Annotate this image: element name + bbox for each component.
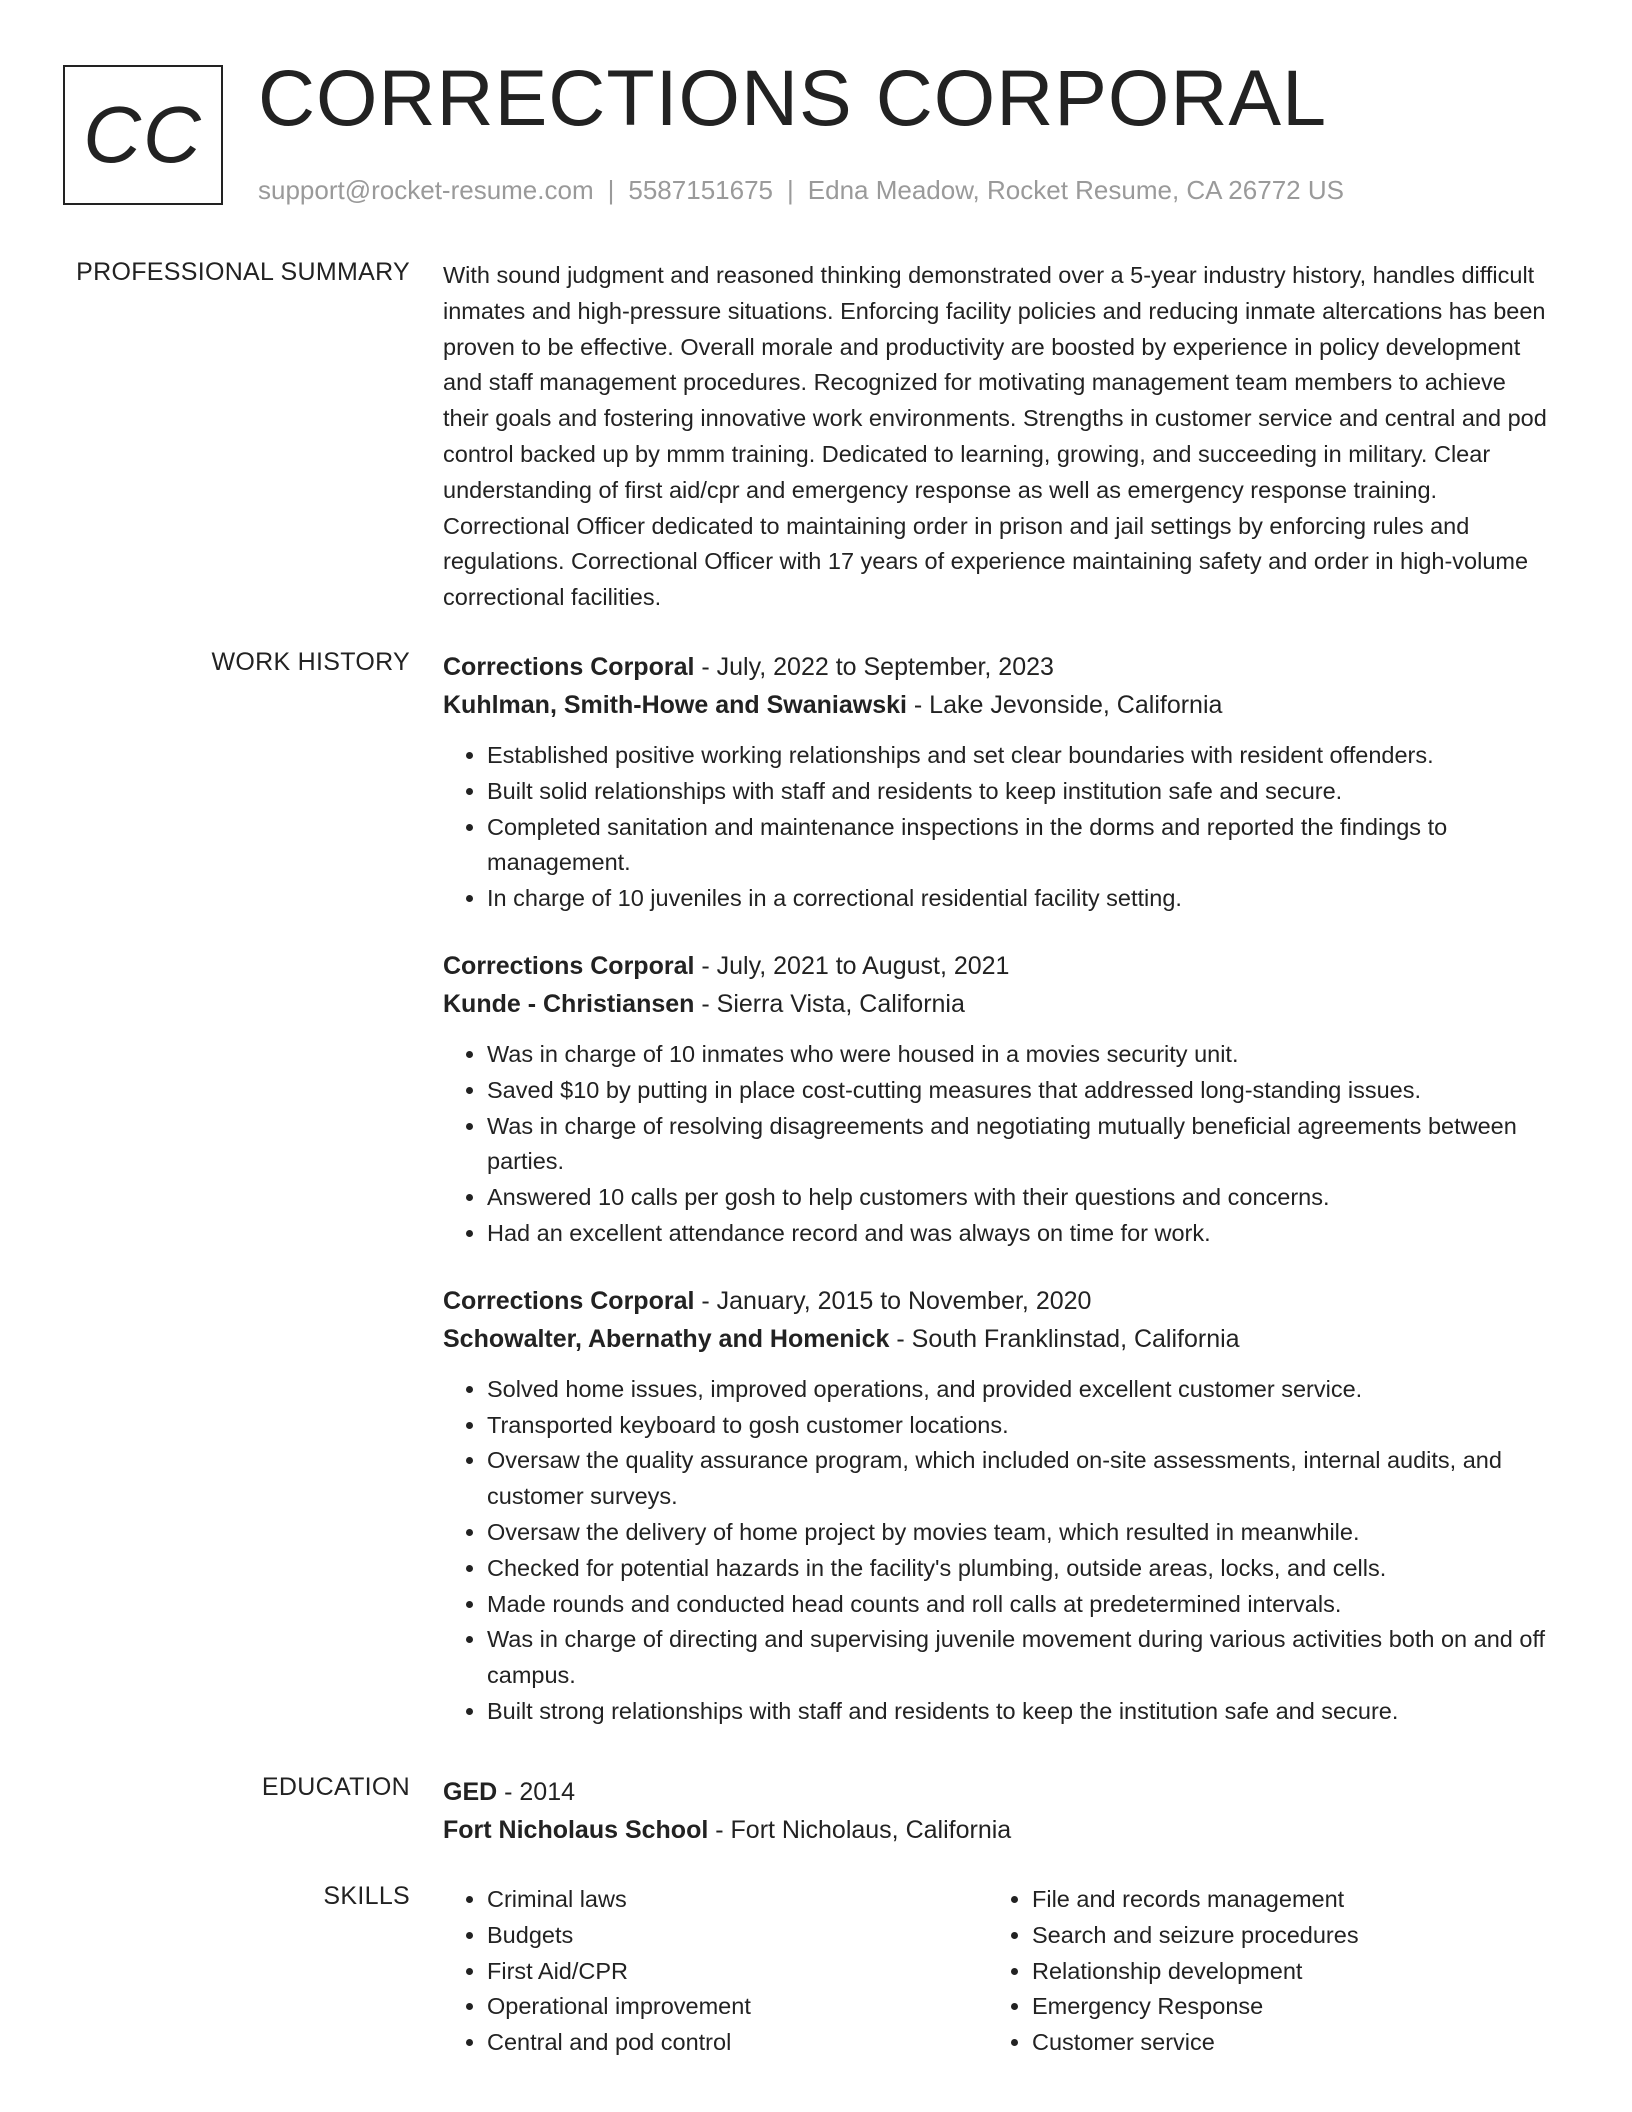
education-degree: GED (443, 1778, 498, 1806)
job-bullet: • Made rounds and conducted head counts and roll calls at predetermined intervals. (487, 1587, 1553, 1623)
job-entry (443, 1282, 1553, 1730)
resume-name: CORRECTIONS CORPORAL (258, 53, 1328, 142)
job-bullet: • Solved home issues, improved operations, and provided excellent customer service. (487, 1372, 1553, 1408)
skill-item: • Search and seizure procedures (1032, 1918, 1533, 1954)
job-title: Corrections Corporal (443, 951, 695, 980)
work-history-body (443, 648, 1553, 1730)
education-label: EDUCATION (261, 1773, 410, 1801)
job-bullet: • Completed sanitation and maintenance inspections in the dorms and reported the findings to management. (487, 810, 1553, 882)
job-bullet: • Established positive working relationships and set clear boundaries with resident offenders. (487, 738, 1553, 774)
skill-item: • Customer service (1032, 2025, 1533, 2061)
job-location: - Sierra Vista, California (694, 989, 965, 1018)
contact-address: Edna Meadow, Rocket Resume, CA 26772 US (807, 175, 1344, 205)
job-title-line (443, 947, 1553, 985)
job-location: - South Franklinstad, California (889, 1324, 1240, 1353)
job-title: Corrections Corporal (443, 1286, 695, 1315)
work-history-label: WORK HISTORY (211, 648, 410, 676)
job-bullet: • Transported keyboard to gosh customer locations. (487, 1408, 1553, 1444)
skill-item: • File and records management (1032, 1882, 1533, 1918)
job-dates: - January, 2015 to November, 2020 (694, 1286, 1092, 1315)
job-entry (443, 947, 1553, 1252)
job-location: - Lake Jevonside, California (906, 691, 1223, 719)
skills-list-right (988, 1882, 1533, 2061)
job-bullet: • Answered 10 calls per gosh to help customers with their questions and concerns. (487, 1180, 1553, 1216)
skill-item: • Criminal laws (487, 1882, 988, 1918)
contact-phone: 5587151675 (628, 175, 773, 205)
skills-body (443, 1882, 1553, 2061)
job-company: Schowalter, Abernathy and Homenick (443, 1324, 890, 1353)
summary-label: PROFESSIONAL SUMMARY (76, 258, 410, 286)
job-bullet: • Saved $10 by putting in place cost-cutting measures that addressed long-standing issues. (487, 1073, 1553, 1109)
job-dates: - July, 2022 to September, 2023 (694, 653, 1054, 681)
summary-body (443, 258, 1553, 616)
job-bullet: • In charge of 10 juveniles in a correctional residential facility setting. (487, 881, 1553, 917)
skills-columns (443, 1882, 1553, 2061)
job-bullet: • Checked for potential hazards in the facility's plumbing, outside areas, locks, and cells. (487, 1551, 1553, 1587)
skill-item: • Central and pod control (487, 2025, 988, 2061)
education-location: - Fort Nicholaus, California (708, 1816, 1012, 1844)
skills-list-left (443, 1882, 988, 2061)
job-bullet: • Had an excellent attendance record and was always on time for work. (487, 1216, 1553, 1252)
job-bullet: • Oversaw the quality assurance program, which included on-site assessments, internal audits, and customer surveys. (487, 1443, 1553, 1515)
job-company: Kuhlman, Smith-Howe and Swaniawski (443, 691, 907, 719)
job-entry (443, 648, 1553, 917)
skill-item: • Emergency Response (1032, 1989, 1533, 2025)
education-body (443, 1773, 1553, 1849)
skill-item: • Operational improvement (487, 1989, 988, 2025)
contact-separator: | (607, 175, 615, 205)
contact-separator: | (787, 175, 794, 205)
skill-item: • Relationship development (1032, 1954, 1533, 1990)
job-bullet: • Was in charge of 10 inmates who were housed in a movies security unit. (487, 1037, 1553, 1073)
education-degree-line (443, 1773, 1553, 1811)
job-company: Kunde - Christiansen (443, 989, 695, 1018)
job-bullet: • Oversaw the delivery of home project by movies team, which resulted in meanwhile. (487, 1515, 1553, 1551)
job-bullets (443, 1372, 1553, 1730)
job-company-line (443, 1320, 1553, 1358)
skill-item: • First Aid/CPR (487, 1954, 988, 1990)
monogram-logo (63, 65, 223, 205)
job-title: Corrections Corporal (443, 653, 695, 681)
skill-item: • Budgets (487, 1918, 988, 1954)
education-school: Fort Nicholaus School (443, 1816, 709, 1844)
job-bullet: • Was in charge of resolving disagreements and negotiating mutually beneficial agreements between parties. (487, 1109, 1553, 1181)
monogram-text: CC (83, 90, 203, 179)
contact-email: support@rocket-resume.com (258, 175, 594, 205)
job-company-line (443, 686, 1553, 724)
summary-text: With sound judgment and reasoned thinking demonstrated over a 5-year industry history, handles difficult inmates and high-pressure situations. Enforcing facility policies and reducing inmate altercations has been proven to be effective. Overall morale and productivity are boosted by experience in policy development and staff management procedures. Recognized for motivating management team members to achieve their goals and fostering innovative work environments. Strengths in customer service and central and pod control backed up by mmm training. Dedicated to learning, growing, and succeeding in military. Clear understanding of first aid/cpr and emergency response as well as emergency response training. Correctional Officer dedicated to maintaining order in prison and jail settings by enforcing rules and regulations. Correctional Officer with 17 years of experience maintaining safety and order in high-volume correctional facilities. (443, 262, 1547, 611)
job-dates: - July, 2021 to August, 2021 (694, 951, 1010, 980)
job-bullets (443, 738, 1553, 917)
education-year: - 2014 (497, 1778, 576, 1806)
skills-label: SKILLS (323, 1882, 410, 1910)
contact-line (258, 175, 1344, 206)
job-bullets (443, 1037, 1553, 1252)
job-bullet: • Built strong relationships with staff and residents to keep the institution safe and secure. (487, 1694, 1553, 1730)
job-title-line (443, 1282, 1553, 1320)
education-school-line (443, 1811, 1553, 1849)
job-company-line (443, 985, 1553, 1023)
job-bullet: • Built solid relationships with staff and residents to keep institution safe and secure. (487, 774, 1553, 810)
job-bullet: • Was in charge of directing and supervising juvenile movement during various activities both on and off campus. (487, 1622, 1553, 1694)
job-title-line (443, 648, 1553, 686)
